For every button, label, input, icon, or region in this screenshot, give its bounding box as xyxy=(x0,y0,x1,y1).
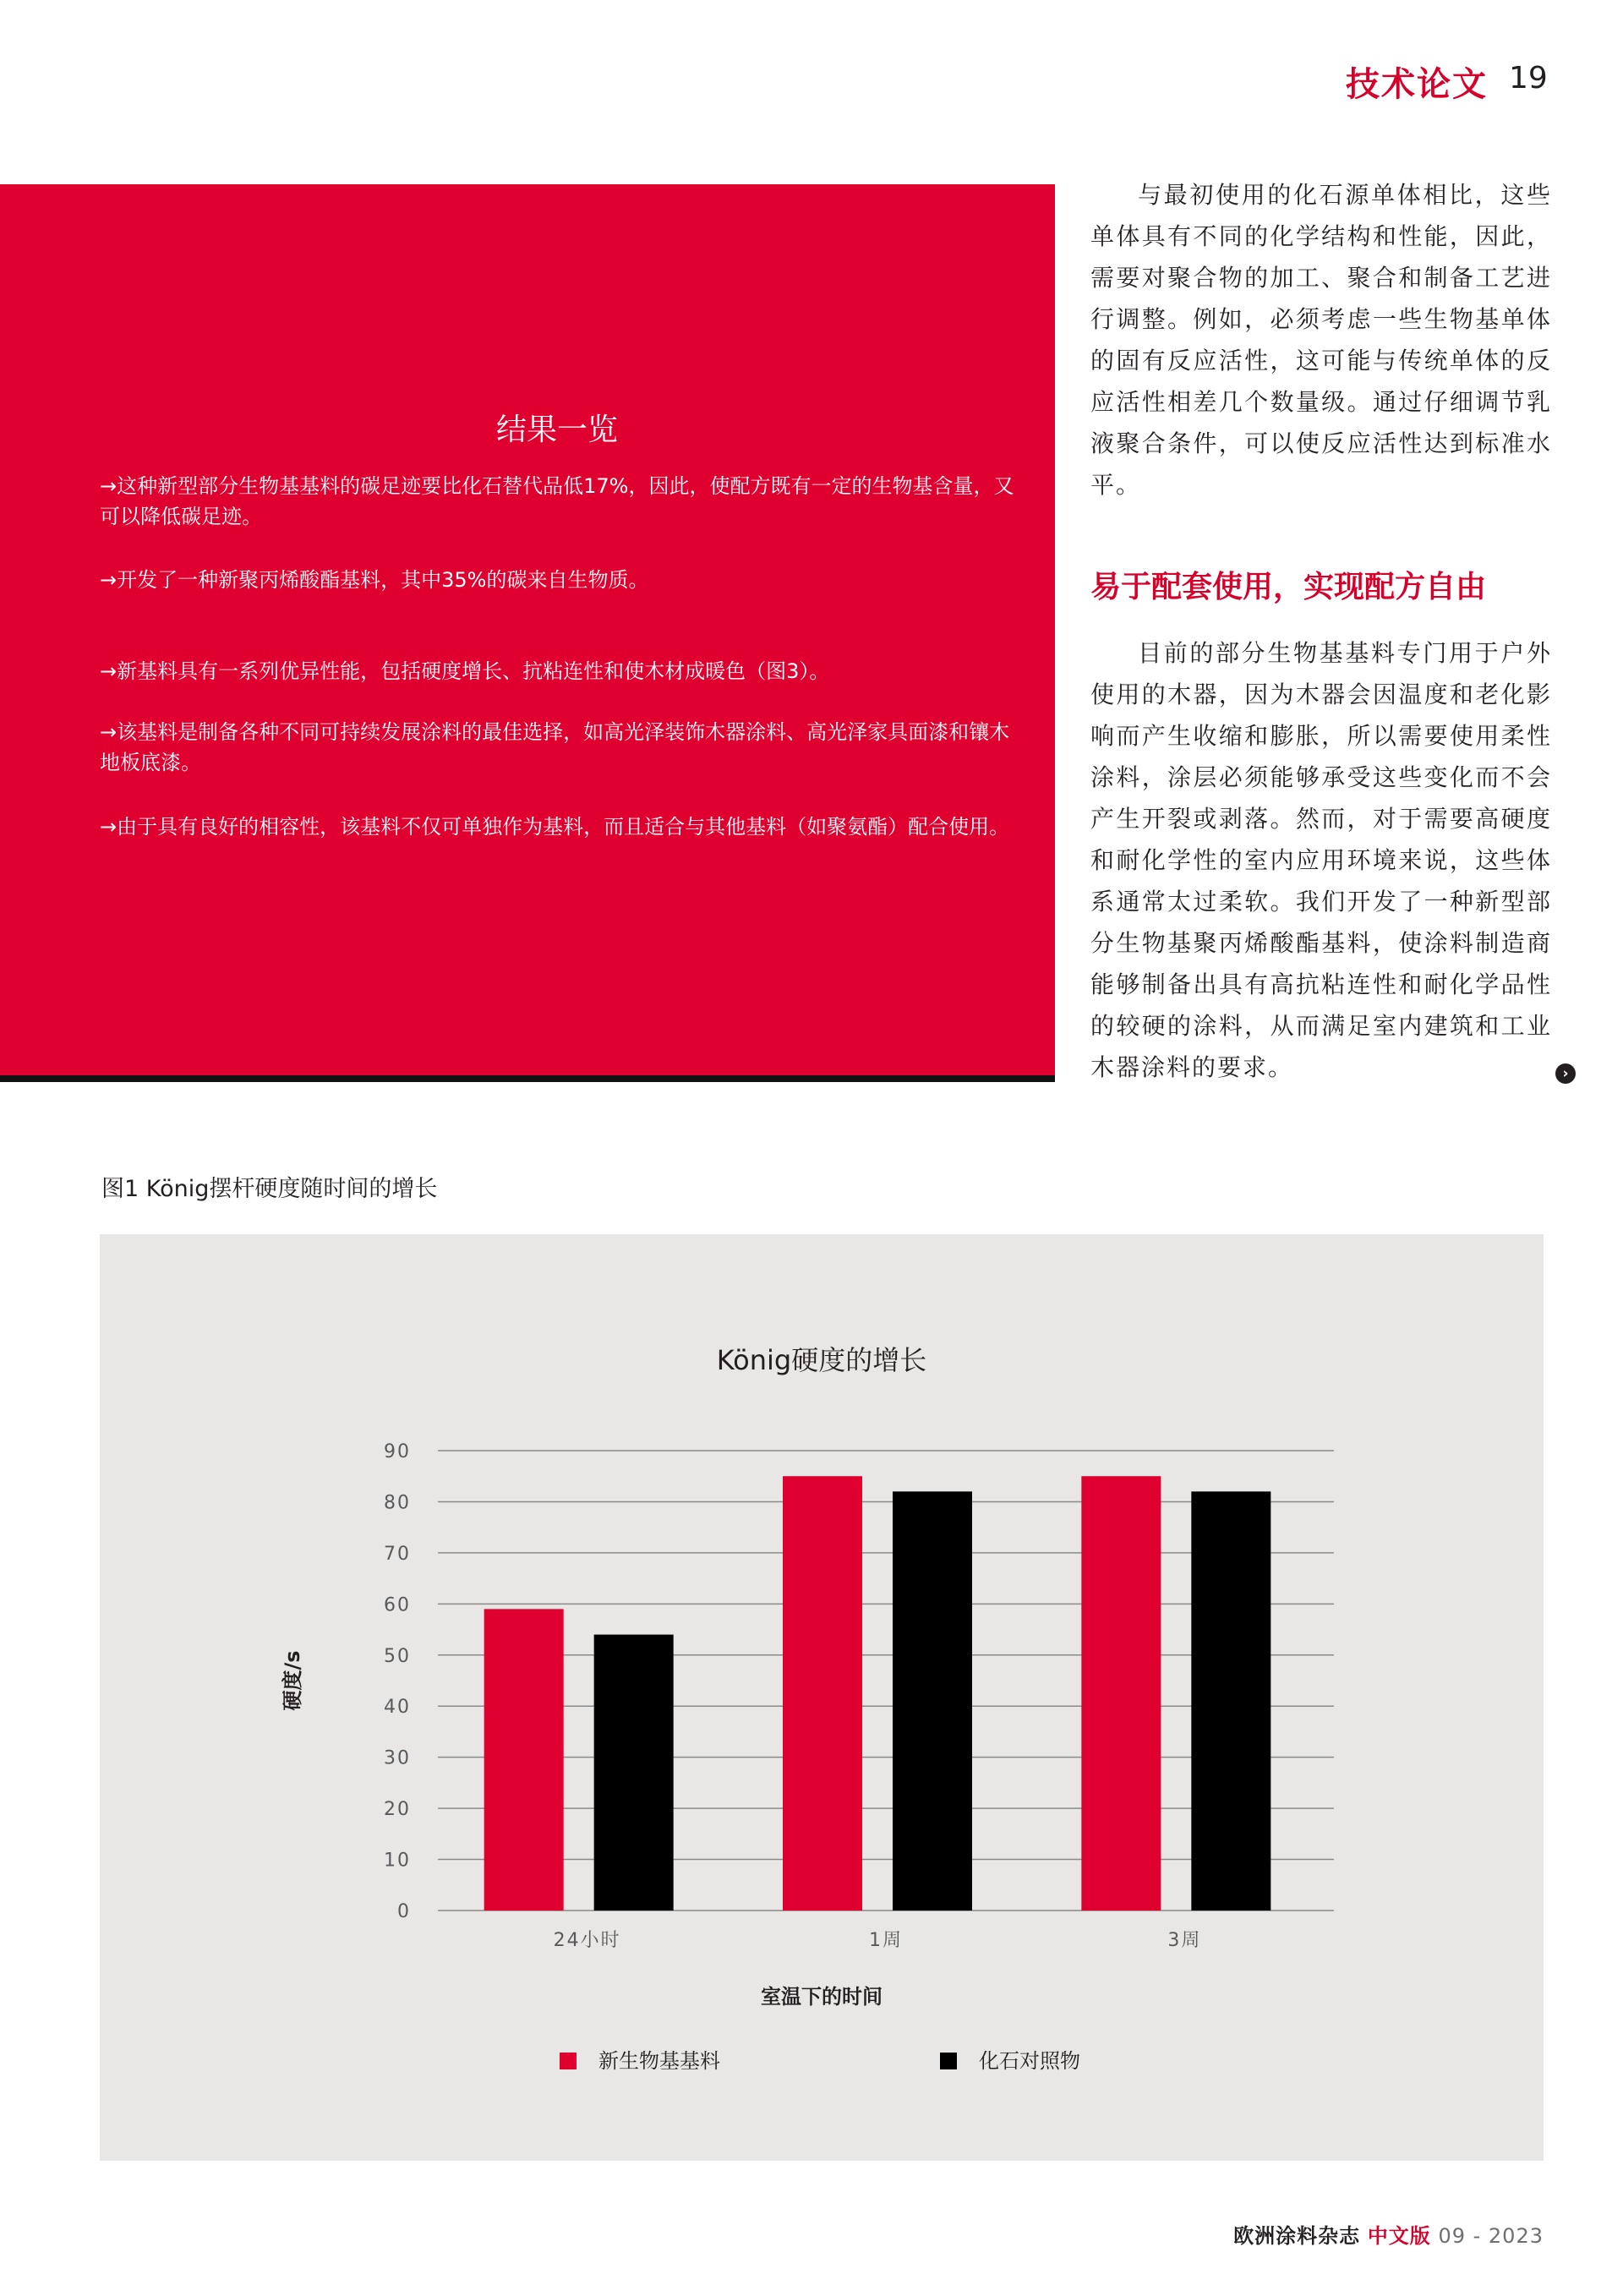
bar-fossil xyxy=(1191,1491,1271,1911)
bar-fossil xyxy=(594,1635,674,1911)
bar-chart xyxy=(100,1234,1544,2161)
footer xyxy=(1014,2219,1544,2249)
summary-item: →由于具有良好的相容性，该基料不仅可单独作为基料，而且适合与其他基料（如聚氨酯）配合使用。 xyxy=(100,815,1010,839)
page-number: 19 xyxy=(1509,61,1548,96)
y-tick-label: 80 xyxy=(384,1492,411,1514)
bar-bio-based xyxy=(484,1609,564,1911)
y-tick-label: 0 xyxy=(397,1901,411,1922)
legend-swatch xyxy=(940,2053,957,2069)
x-axis-label: 室温下的时间 xyxy=(761,1985,883,2009)
chart-title: König硬度的增长 xyxy=(716,1344,927,1376)
bar-bio-based xyxy=(1081,1476,1161,1911)
y-axis-label: 硬度/s xyxy=(281,1650,304,1711)
y-tick-label: 30 xyxy=(384,1747,411,1769)
body-paragraph-2-text: 目前的部分生物基基料专门用于户外使用的木器，因为木器会因温度和老化影响而产生收缩和膨胀，所以需要使用柔性涂料，涂层必须能够承受这些变化而不会产生开裂或剥落。然而，对于需要高硬度和耐化学性的室内应用环境来说，这些体系通常太过柔软。我们开发了一种新型部分生物基聚丙烯酸酯基料，使涂料制造商能够制备出具有高抗粘连性和耐化学品性的较硬的涂料，从而满足室内建筑和工业木器涂料的要求。 xyxy=(1090,639,1552,1081)
y-tick-label: 10 xyxy=(384,1850,411,1872)
section-subheading: 易于配套使用，实现配方自由 xyxy=(1090,570,1487,604)
footer-date: 09 - 2023 xyxy=(1438,2224,1544,2248)
y-tick-label: 70 xyxy=(384,1543,411,1565)
body-paragraph-1 xyxy=(1090,174,1552,506)
bar-fossil xyxy=(893,1491,972,1911)
chart-panel xyxy=(100,1234,1544,2161)
body-paragraph-1-text: 与最初使用的化石源单体相比，这些单体具有不同的化学结构和性能，因此，需要对聚合物的加工、聚合和制备工艺进行调整。例如，必须考虑一些生物基单体的固有反应活性，这可能与传统单体的反应活性相差几个数量级。通过仔细调节乳液聚合条件，可以使反应活性达到标准水平。 xyxy=(1090,181,1552,499)
legend-label: 新生物基基料 xyxy=(598,2049,720,2073)
summary-item: →新基料具有一系列优异性能，包括硬度增长、抗粘连性和使木材成暖色（图3）。 xyxy=(100,659,830,683)
summary-box-shadow xyxy=(0,1075,1055,1082)
figure-caption: 图1 König摆杆硬度随时间的增长 xyxy=(101,1176,438,1202)
summary-item: →该基料是制备各种不同可持续发展涂料的最佳选择，如高光泽装饰木器涂料、高光泽家具面漆和镶木地板底漆。 xyxy=(100,720,1010,774)
y-tick-label: 50 xyxy=(384,1645,411,1667)
y-tick-label: 60 xyxy=(384,1594,411,1616)
arrow-right-circle-icon[interactable]: › xyxy=(1555,1063,1576,1084)
summary-title: 结果一览 xyxy=(495,413,618,447)
section-title: 技术论文 xyxy=(1346,65,1488,104)
x-tick-label: 1周 xyxy=(869,1930,903,1951)
summary-item: →开发了一种新聚丙烯酸酯基料，其中35%的碳来自生物质。 xyxy=(100,568,649,592)
footer-magazine: 欧洲涂料杂志 xyxy=(1233,2224,1361,2248)
y-tick-label: 90 xyxy=(384,1441,411,1462)
body-paragraph-2 xyxy=(1090,632,1552,1088)
x-tick-label: 3周 xyxy=(1167,1930,1202,1951)
y-tick-label: 20 xyxy=(384,1799,411,1821)
legend-label: 化石对照物 xyxy=(979,2049,1080,2073)
summary-box xyxy=(0,184,1055,1075)
footer-edition: 中文版 xyxy=(1367,2224,1431,2248)
summary-item: →这种新型部分生物基基料的碳足迹要比化石替代品低17%，因此，使配方既有一定的生物基含量，又可以降低碳足迹。 xyxy=(100,474,1014,528)
bar-bio-based xyxy=(783,1476,862,1911)
y-tick-label: 40 xyxy=(384,1697,411,1719)
legend-swatch xyxy=(560,2053,577,2069)
x-tick-label: 24小时 xyxy=(553,1930,621,1951)
